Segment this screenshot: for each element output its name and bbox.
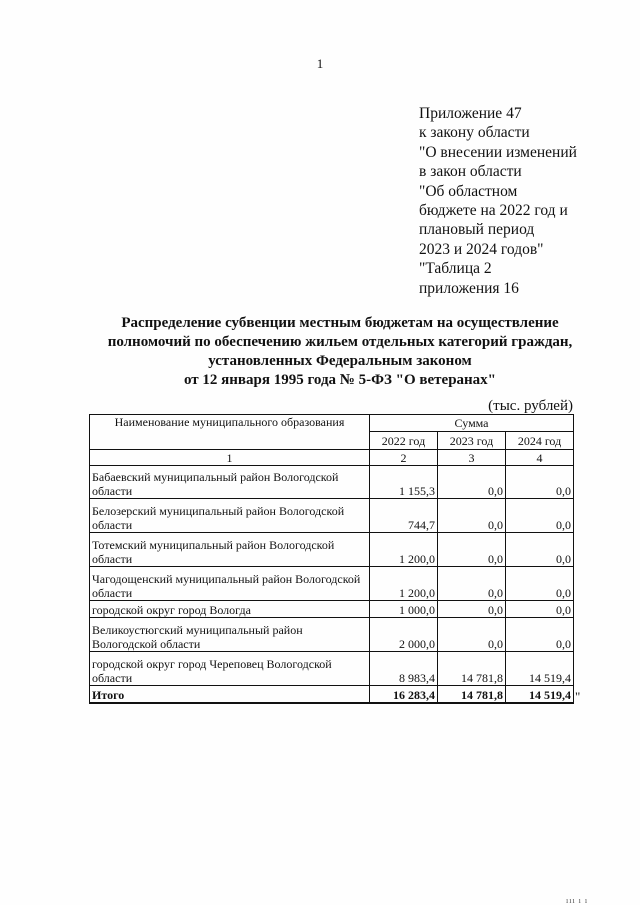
title-line: от 12 января 1995 года № 5-ФЗ "О ветеранах" <box>183 372 497 388</box>
units-label: (тыс. рублей) <box>488 398 573 414</box>
header-name: Наименование муниципального образования <box>90 415 370 450</box>
title-line: полномочий по обеспечению жильем отдельных категорий граждан, <box>107 334 573 350</box>
row-name: Великоустюгский муниципальный район Вологодской области <box>90 618 370 652</box>
row-name: городской округ город Вологда <box>90 601 370 618</box>
total-label: Итого <box>90 686 370 703</box>
row-name: городской округ город Череповец Вологодской области <box>90 652 370 686</box>
total-value-2023: 14 781,8 <box>438 686 506 703</box>
table-row <box>90 466 574 499</box>
table-row <box>90 567 574 601</box>
row-value-2024: 14 519,4 <box>506 652 574 686</box>
appendix-line: "Об областном <box>419 182 518 200</box>
row-name: Бабаевский муниципальный район Вологодской области <box>90 466 370 499</box>
appendix-line: в закон области <box>419 163 522 181</box>
appendix-line: приложения 16 <box>419 279 519 297</box>
row-value-2022: 744,7 <box>370 499 438 533</box>
total-value-2024: 14 519,4 <box>506 686 574 703</box>
appendix-line: к закону области <box>419 124 530 142</box>
total-row <box>90 686 574 703</box>
row-value-2023: 14 781,8 <box>438 652 506 686</box>
header-sum: Сумма <box>370 415 574 432</box>
title-line: установленных Федеральным законом <box>208 353 472 369</box>
row-value-2023: 0,0 <box>438 533 506 567</box>
table-row <box>90 533 574 567</box>
row-value-2024: 0,0 <box>506 601 574 618</box>
row-value-2023: 0,0 <box>438 466 506 499</box>
table-row <box>90 652 574 686</box>
footer-mark: ııı ı ı <box>566 896 589 905</box>
title-line: Распределение субвенции местным бюджетам на осуществление <box>121 315 559 331</box>
appendix-line: плановый период <box>419 221 535 239</box>
table-row <box>90 601 574 618</box>
column-number: 3 <box>438 450 506 466</box>
row-value-2023: 0,0 <box>438 601 506 618</box>
row-value-2022: 8 983,4 <box>370 652 438 686</box>
row-name: Чагодощенский муниципальный район Вологодской области <box>90 567 370 601</box>
row-value-2023: 0,0 <box>438 499 506 533</box>
document-title <box>60 314 620 390</box>
appendix-line: бюджете на 2022 год и <box>419 202 568 220</box>
header-year: 2022 год <box>370 432 438 450</box>
column-number: 4 <box>506 450 574 466</box>
appendix-line: Приложение 47 <box>419 105 522 122</box>
table-row <box>90 618 574 652</box>
row-value-2022: 1 200,0 <box>370 533 438 567</box>
subvention-table <box>89 414 574 704</box>
row-value-2022: 1 200,0 <box>370 567 438 601</box>
row-name: Тотемский муниципальный район Вологодской области <box>90 533 370 567</box>
row-value-2024: 0,0 <box>506 567 574 601</box>
appendix-line: 2023 и 2024 годов" <box>419 240 544 258</box>
header-year: 2024 год <box>506 432 574 450</box>
row-value-2024: 0,0 <box>506 533 574 567</box>
appendix-line: "О внесении изменений <box>419 143 577 161</box>
page-number: 1 <box>316 56 324 71</box>
column-number: 1 <box>90 450 370 466</box>
column-number: 2 <box>370 450 438 466</box>
row-value-2024: 0,0 <box>506 466 574 499</box>
row-name: Белозерский муниципальный район Вологодской области <box>90 499 370 533</box>
row-value-2023: 0,0 <box>438 618 506 652</box>
row-value-2022: 2 000,0 <box>370 618 438 652</box>
total-value-2022: 16 283,4 <box>370 686 438 703</box>
appendix-line: "Таблица 2 <box>419 260 492 278</box>
appendix-block <box>419 104 619 298</box>
row-value-2022: 1 000,0 <box>370 601 438 618</box>
table-row <box>90 499 574 533</box>
row-value-2022: 1 155,3 <box>370 466 438 499</box>
header-year: 2023 год <box>438 432 506 450</box>
row-value-2024: 0,0 <box>506 618 574 652</box>
closing-quote: " <box>575 689 581 704</box>
row-value-2023: 0,0 <box>438 567 506 601</box>
row-value-2024: 0,0 <box>506 499 574 533</box>
